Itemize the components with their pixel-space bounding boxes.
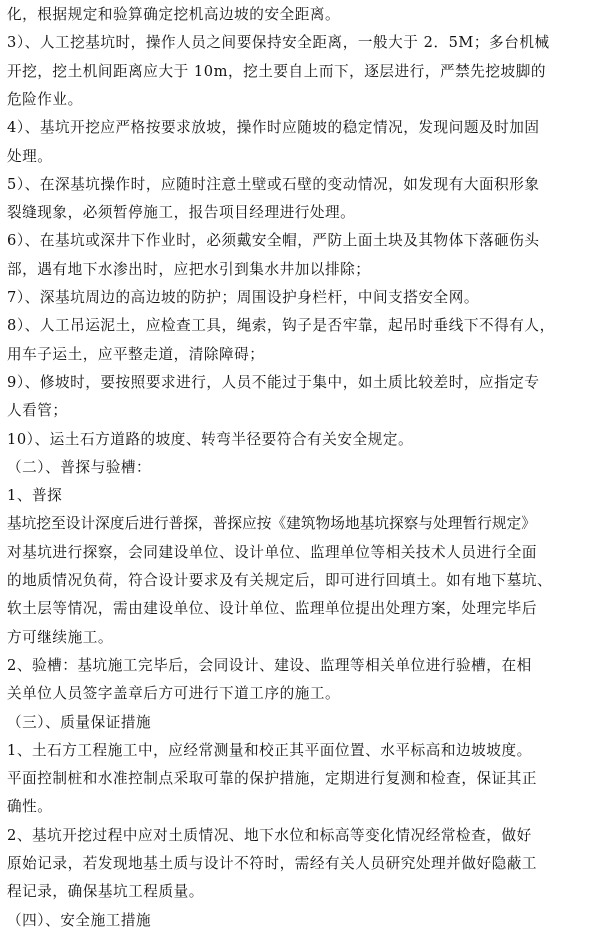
text-line-25: 关单位人员签字盖章后方可进行下道工序的施工。 (7, 685, 341, 702)
text-line-15: 人看管； (7, 402, 68, 419)
text-line-30: 2、基坑开挖过程中应对土质情况、地下水位和标高等变化情况经常检查，做好 (7, 827, 532, 844)
text-line-06: 处理。 (7, 148, 53, 165)
subheading-general-probe: 1、普探 (7, 487, 63, 504)
text-line-01: 化，根据规定和验算确定挖机高边坡的安全距离。 (7, 6, 341, 23)
text-line-11: 7）、深基坑周边的高边坡的防护；周围设护身栏杆，中间支搭安全网。 (7, 289, 479, 306)
text-line-31: 原始记录，若发现地基土质与设计不符时，需经有关人员研究处理并做好隐蔽工 (7, 855, 538, 872)
section-heading-inspection: （二）、普探与验槽： (7, 459, 152, 476)
text-line-02: 3）、人工挖基坑时，操作人员之间要保持安全距离，一般大于 2．5M；多台机械 (7, 34, 550, 51)
text-line-22: 软土层等情况，需由建设单位、设计单位、监理单位提出处理方案，处理完毕后 (7, 600, 538, 617)
text-line-19: 基坑挖至设计深度后进行普探，普探应按《建筑物场地基坑探察与处理暂行规定》 (7, 515, 536, 532)
text-line-24: 2、验槽：基坑施工完毕后，会同设计、建设、监理等相关单位进行验槽，在相 (7, 657, 532, 674)
text-line-07: 5）、在深基坑操作时，应随时注意土壁或石壁的变动情况，如发现有大面积形象 (7, 176, 540, 193)
text-line-12: 8）、人工吊运泥土，应检查工具，绳索，钩子是否牢靠，起吊时垂线下不得有人， (7, 317, 555, 334)
text-line-21: 的地质情况负荷，符合设计要求及有关规定后，即可进行回填土。如有地下墓坑、 (7, 572, 553, 589)
text-line-16: 10）、运土石方道路的坡度、转弯半径要符合有关安全规定。 (7, 431, 414, 448)
text-line-28: 平面控制桩和水准控制点采取可靠的保护措施，定期进行复测和检查，保证其正 (7, 770, 538, 787)
text-line-14: 9）、修坡时，要按照要求进行，人员不能过于集中，如土质比较差时，应指定专 (7, 374, 540, 391)
text-line-32: 程记录，确保基坑工程质量。 (7, 883, 204, 900)
text-line-29: 确性。 (7, 798, 53, 815)
section-heading-quality: （三）、质量保证措施 (7, 714, 152, 731)
text-line-10: 部，遇有地下水渗出时，应把水引到集水井加以排除； (7, 261, 371, 278)
text-line-27: 1、土石方工程施工中，应经常测量和校正其平面位置、水平标高和边坡坡度。 (7, 742, 532, 759)
text-line-08: 裂缝现象，必须暂停施工，报告项目经理进行处理。 (7, 204, 356, 221)
text-line-23: 方可继续施工。 (7, 629, 114, 646)
text-line-09: 6）、在基坑或深井下作业时，必须戴安全帽，严防上面土块及其物体下落砸伤头 (7, 232, 540, 249)
text-line-05: 4）、基坑开挖应严格按要求放坡，操作时应随坡的稳定情况，发现问题及时加固 (7, 119, 540, 136)
section-heading-safety: （四）、安全施工措施 (7, 912, 152, 929)
text-line-13: 用车子运土，应平整走道，清除障碍； (7, 346, 265, 363)
text-line-20: 对基坑进行探察，会同建设单位、设计单位、监理单位等相关技术人员进行全面 (7, 544, 538, 561)
text-line-03: 开挖，挖土机间距离应大于 10m，挖土要自上而下，逐层进行，严禁先挖坡脚的 (7, 63, 546, 80)
text-line-04: 危险作业。 (7, 91, 83, 108)
